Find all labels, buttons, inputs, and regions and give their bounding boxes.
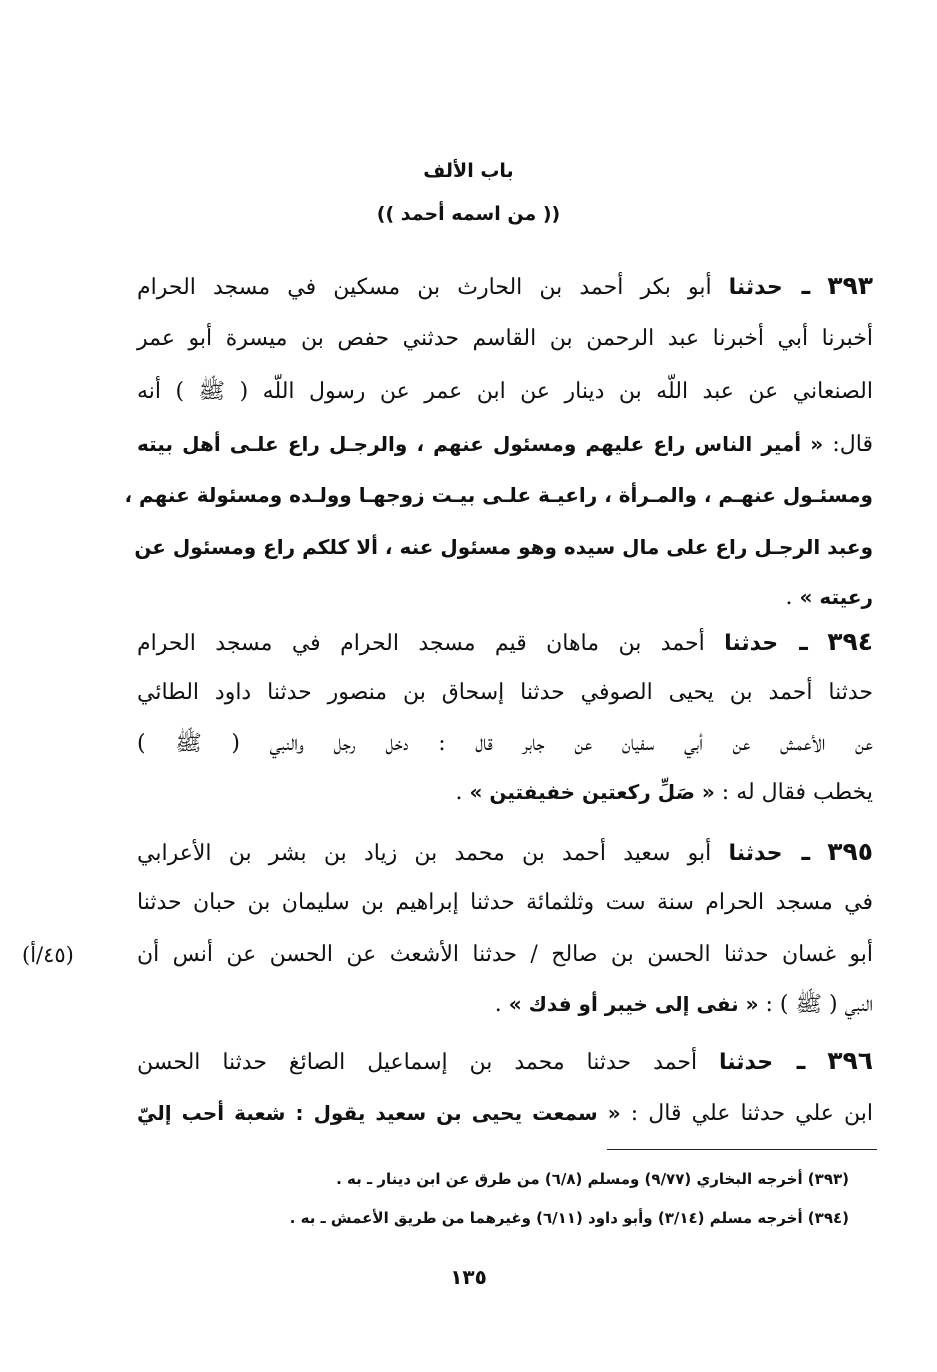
- narration-keyword: حدثنا: [728, 275, 783, 300]
- quoted-hadith-text: وعبد الرجـل راع على مال سيده وهو مسئول عنه ، ألا كلكم راع ومسئول عن: [134, 535, 873, 559]
- entry-395-line-4: النبي ( ﷺ ) : « نفى إلى خيبر أو فدك » .: [494, 992, 873, 1017]
- quoted-hadith-text: « سمعت يحيى بن سعيد يقول : شعبة أحب إليّ: [137, 1101, 621, 1125]
- narration-keyword: حدثنا: [724, 631, 779, 656]
- line-text: أبو سعيد أحمد بن محمد بن زياد بن بشر بن الأعرابي: [137, 841, 712, 866]
- entry-394-line-1: ٣٩٤ ـ حدثنا أحمد بن ماهان قيم مسجد الحرام في مسجد الحرام: [137, 627, 874, 656]
- entry-393-line-3: الصنعاني عن عبد اللّه بن دينار عن ابن عمر عن رسول اللّه ( ﷺ ) أنه: [137, 379, 873, 404]
- quoted-hadith-text: رعيته »: [799, 585, 873, 609]
- entry-396-line-1: ٣٩٦ ـ حدثنا أحمد حدثنا محمد بن إسماعيل الصائغ حدثنا الحسن: [137, 1046, 874, 1075]
- line-text: النبي ( ﷺ ) :: [758, 992, 873, 1017]
- section-title: (( من اسمه أحمد )): [376, 203, 561, 225]
- entry-394-line-3: عن الأعمش عن أبي سفيان عن جابر قال : دخل رجل والنبي ( ﷺ ): [137, 731, 873, 756]
- entry-396-line-2: [137, 1087, 873, 1139]
- narration-keyword: حدثنا: [728, 841, 783, 866]
- chapter-title: باب الألف: [423, 160, 514, 182]
- manuscript-folio-marker: (٤٥/أ): [22, 943, 74, 967]
- line-text: أحمد بن ماهان قيم مسجد الحرام في مسجد الحرام: [137, 631, 705, 656]
- line-text: أحمد حدثنا محمد بن إسماعيل الصائغ حدثنا الحسن: [137, 1050, 698, 1075]
- entry-394-line-2: حدثنا أحمد بن يحيى الصوفي حدثنا إسحاق بن منصور حدثنا داود الطائي: [137, 680, 873, 705]
- entry-393-line-2: أخبرنا أبي أخبرنا عبد الرحمن بن القاسم حدثني حفص بن ميسرة أبو عمر: [137, 326, 873, 351]
- entry-394-line-4: يخطب فقال له : « صَلِّ ركعتين خفيفتين » .: [455, 780, 873, 805]
- quoted-hadith-text: « أمير الناس راع عليهم ومسئول عنهم ، والرجـل راع علـى أهل بيته: [137, 432, 824, 456]
- hadith-number: ٣٩٦: [827, 1046, 874, 1075]
- line-text: قال:: [823, 432, 873, 457]
- hadith-number: ٣٩٥: [827, 837, 874, 866]
- entry-395-line-3: أبو غسان حدثنا الحسن بن صالح / حدثنا الأشعث عن الحسن عن أنس أن: [137, 942, 873, 967]
- footnote-394: (٣٩٤) أخرجه مسلم (٣/١٤) وأبو داود (٦/١١) وغيرهما من طريق الأعمش ـ به .: [289, 1209, 849, 1227]
- line-text: ابن علي حدثنا علي قال :: [620, 1101, 873, 1126]
- entry-393-line-4: [137, 418, 873, 470]
- line-text: أبو بكر أحمد بن الحارث بن مسكين في مسجد الحرام: [137, 275, 712, 300]
- line-text: يخطب فقال له :: [714, 780, 873, 805]
- entry-393-line-1: ٣٩٣ ـ حدثنا أبو بكر أحمد بن الحارث بن مسكين في مسجد الحرام: [137, 271, 873, 300]
- narration-keyword: حدثنا: [719, 1050, 774, 1075]
- hadith-number: ٣٩٣: [827, 271, 873, 300]
- footnote-393: (٣٩٣) أخرجه البخاري (٩/٧٧) ومسلم (٦/٨) من طرق عن ابن دينار ـ به .: [336, 1170, 849, 1188]
- quoted-hadith-text: « نفى إلى خيبر أو فدك »: [508, 992, 759, 1016]
- entry-395-line-2: في مسجد الحرام سنة ست وثلثمائة حدثنا إبراهيم بن سليمان بن حبان حدثنا: [137, 890, 873, 915]
- entry-393-line-7: رعيته » .: [785, 585, 873, 610]
- hadith-number: ٣٩٤: [827, 627, 874, 656]
- page-number: ١٣٥: [450, 1265, 487, 1289]
- quoted-hadith-text: « صَلِّ ركعتين خفيفتين »: [469, 780, 715, 804]
- entry-393-line-6: [134, 521, 873, 573]
- quoted-hadith-text: ومسئـول عنهـم ، والمـرأة ، راعيـة علـى بيـت زوجهـا وولـده ومسئولة عنهم ،: [124, 483, 873, 507]
- footnote-divider: [607, 1149, 877, 1150]
- entry-393-line-5: [124, 469, 873, 521]
- entry-395-line-1: ٣٩٥ ـ حدثنا أبو سعيد أحمد بن محمد بن زياد بن بشر بن الأعرابي: [137, 837, 874, 866]
